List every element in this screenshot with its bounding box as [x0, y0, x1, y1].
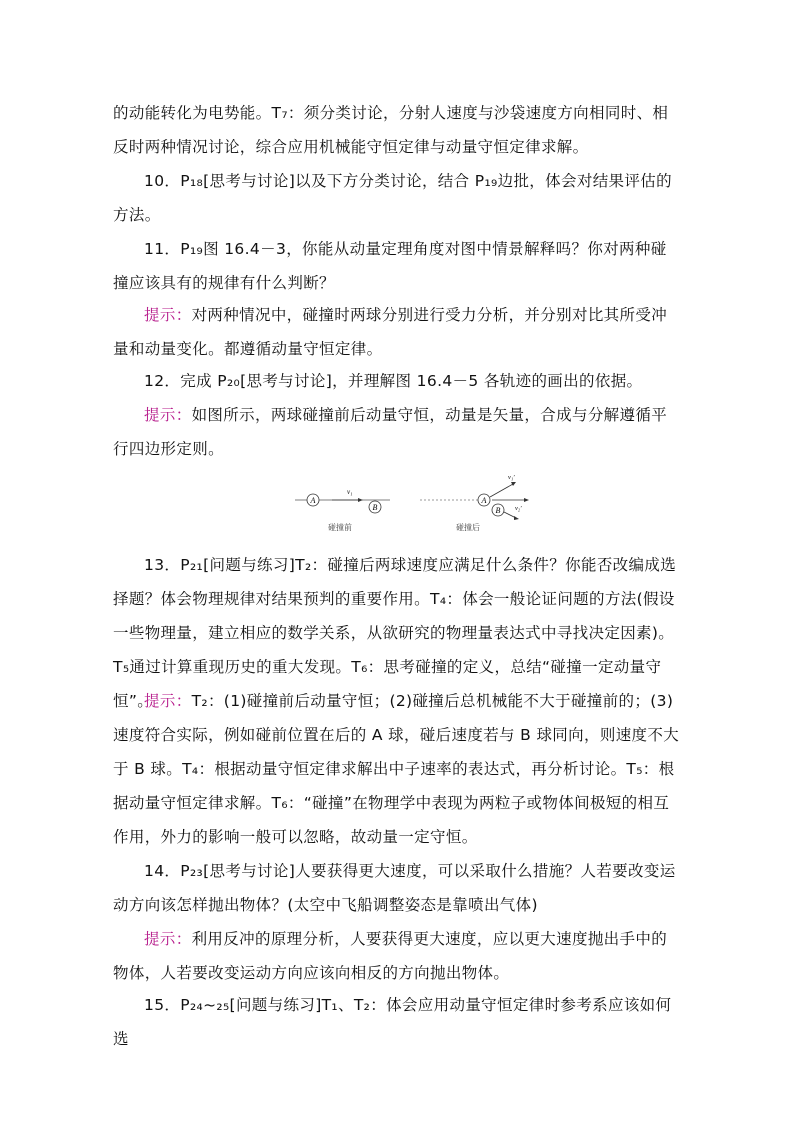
paragraph-text: T₂：(1)碰撞前后动量守恒；(2)碰撞后总机械能不大于碰撞前的；(3)速度符合实际，例如碰前位置在后的 A 球，碰后速度若与 B 球同向，则速度不大于 B 球。T₄：根据动量守恒定律求解出中子速率的表达式，再分析讨论。T₅：根据动量守恒定律求解。T₆：“碰撞”在物理学中表现为两粒子或物体间极短的相互作用，外力的影响一般可以忽略，故动量一定守恒。 [113, 692, 680, 846]
v1-ref-arrowhead [524, 498, 529, 502]
v1-prime-label: v₁′ [508, 474, 515, 481]
v2-prime-label: v₂′ [515, 505, 522, 512]
paragraph-text: 10．P₁₈[思考与讨论]以及下方分类讨论，结合 P₁₉边批，体会对结果评估的方法。 [113, 172, 672, 224]
ball-b-label: B [372, 503, 378, 512]
item-14 [113, 854, 681, 922]
paragraph-text: 对两种情况中，碰撞时两球分别进行受力分析，并分别对比其所受冲量和动量变化。都遵循动量守恒定律。 [113, 306, 668, 358]
before-caption: 碰撞前 [328, 523, 352, 532]
after-caption: 碰撞后 [456, 523, 480, 532]
item-12 [113, 364, 681, 398]
paragraph-text: 14．P₂₃[思考与讨论]人要获得更大速度，可以采取什么措施？人若要改变运动方向该怎样抛出物体？(太空中飞船调整姿态是靠喷出气体) [113, 862, 676, 914]
ball-a-label: A [310, 496, 316, 505]
paragraph-continuation [113, 96, 681, 164]
hint-label: 提示： [144, 692, 192, 710]
ball-a-after-label: A [481, 496, 487, 505]
hint-14 [113, 922, 681, 990]
collision-figure [280, 470, 540, 540]
paragraph-text: 的动能转化为电势能。T₇：须分类讨论，分射人速度与沙袋速度方向相同时、相反时两种情况讨论，综合应用机械能守恒定律与动量守恒定律求解。 [113, 104, 669, 156]
hint-label: 提示： [144, 306, 192, 324]
item-10 [113, 164, 681, 232]
ball-b-after-label: B [495, 506, 501, 515]
paragraph-text: 利用反冲的原理分析，人要获得更大速度，应以更大速度抛出手中的物体，人若要改变运动方向应该向相反的方向抛出物体。 [113, 930, 668, 982]
v1-label: v₁ [347, 488, 353, 496]
hint-label: 提示： [144, 406, 192, 424]
v1-prime-arrowhead [511, 482, 516, 486]
item-15 [113, 988, 681, 1056]
hint-13 [113, 684, 681, 854]
paragraph-text: 13．P₂₁[问题与练习]T₂：碰撞后两球速度应满足什么条件？你能否改编成选择题？体会物理规律对结果预判的重要作用。T₄：体会一般论证问题的方法(假设一些物理量，建立相应的数学关系，从欲研究的物理量表达式中寻找决定因素)。T₅通过计算重现历史的重大发现。T₆：思考碰撞的定义，总结“碰撞一定动量守恒”。 [113, 556, 677, 710]
item-11 [113, 232, 681, 300]
paragraph-text: 11．P₁₉图 16.4－3，你能从动量定理角度对图中情景解释吗？你对两种碰撞应该具有的规律有什么判断？ [113, 240, 667, 292]
paragraph-text: 如图所示，两球碰撞前后动量守恒，动量是矢量，合成与分解遵循平行四边形定则。 [113, 406, 668, 458]
hint-12 [113, 398, 681, 466]
hint-11 [113, 298, 681, 366]
paragraph-text: 12．完成 P₂₀[思考与讨论]，并理解图 16.4－5 各轨迹的画出的依据。 [144, 372, 643, 390]
before-collision-diagram [295, 488, 390, 532]
hint-label: 提示： [144, 930, 192, 948]
paragraph-text: 15．P₂₄~₂₅[问题与练习]T₁、T₂：体会应用动量守恒定律时参考系应该如何选 [113, 996, 672, 1048]
after-collision-diagram [420, 474, 529, 532]
v2-prime-arrowhead [514, 516, 519, 520]
v1-arrowhead [358, 498, 363, 502]
